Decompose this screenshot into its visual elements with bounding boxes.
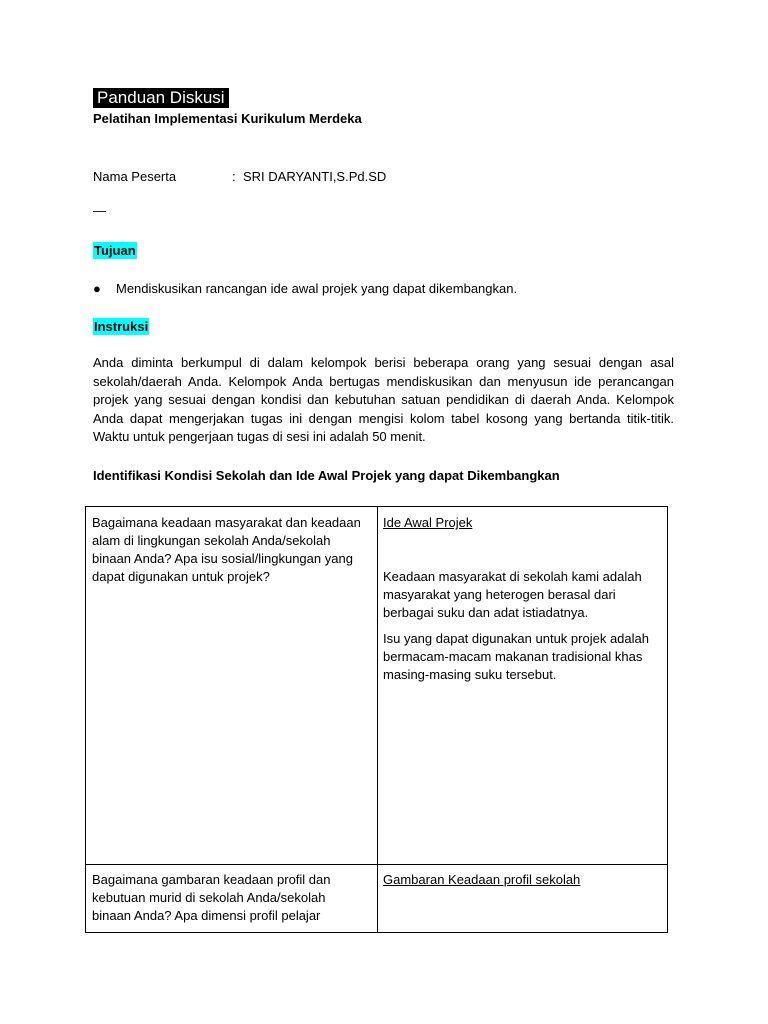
question-text: Bagaimana gambaran keadaan profil dan kebutuan murid di sekolah Anda/sekolah binaan Anda? Apa dimensi profil pelajar bbox=[92, 872, 331, 923]
participant-name-label: Nama Peserta bbox=[93, 169, 177, 184]
table-cell-answer-2[interactable] bbox=[383, 871, 661, 889]
answer-heading: Ide Awal Projek bbox=[383, 515, 473, 530]
document-title: Panduan Diskusi bbox=[93, 88, 229, 108]
divider-dash: — bbox=[93, 203, 106, 218]
bullet-icon: ● bbox=[93, 281, 101, 296]
table-row-divider bbox=[86, 864, 667, 865]
instruksi-heading: Instruksi bbox=[94, 319, 149, 334]
table-cell-answer-1[interactable] bbox=[383, 514, 661, 684]
section-title: Identifikasi Kondisi Sekolah dan Ide Awal Projek yang dapat Dikembangkan bbox=[93, 468, 560, 483]
table-cell-question-2 bbox=[92, 871, 364, 925]
table-cell-question-1 bbox=[92, 514, 364, 586]
answer-heading: Gambaran Keadaan profil sekolah bbox=[383, 872, 581, 887]
table-column-divider bbox=[377, 507, 378, 932]
tujuan-heading: Tujuan bbox=[94, 243, 136, 258]
answer-paragraph: Keadaan masyarakat di sekolah kami adalah masyarakat yang heterogen berasal dari berbagai suku dan adat istiadatnya. bbox=[383, 569, 642, 620]
instruksi-paragraph: Anda diminta berkumpul di dalam kelompok berisi beberapa orang yang sesuai dengan asal sekolah/daerah Anda. Kelompok Anda bertugas mendiskusikan dan menyusun ide perancangan projek yang sesuai dengan kondisi dan kebutuhan satuan pendidikan di daerah Anda. Kelompok Anda dapat mengerjakan tugas ini dengan mengisi kolom tabel kosong yang bertanda titik-titik. Waktu untuk pengerjaan tugas di sesi ini adalah 50 menit. bbox=[93, 355, 674, 445]
identification-table bbox=[85, 506, 668, 933]
document-subtitle: Pelatihan Implementasi Kurikulum Merdeka bbox=[93, 111, 362, 126]
participant-name-value: SRI DARYANTI,S.Pd.SD bbox=[243, 169, 387, 184]
participant-name-separator: : bbox=[232, 169, 236, 184]
answer-paragraph: Isu yang dapat digunakan untuk projek adalah bermacam-macam makanan tradisional khas masing-masing suku tersebut. bbox=[383, 631, 649, 682]
question-text: Bagaimana keadaan masyarakat dan keadaan alam di lingkungan sekolah Anda/sekolah binaan Anda? Apa isu sosial/lingkungan yang dapat digunakan untuk projek? bbox=[92, 515, 361, 584]
tujuan-item-text: Mendiskusikan rancangan ide awal projek yang dapat dikembangkan. bbox=[116, 281, 518, 296]
